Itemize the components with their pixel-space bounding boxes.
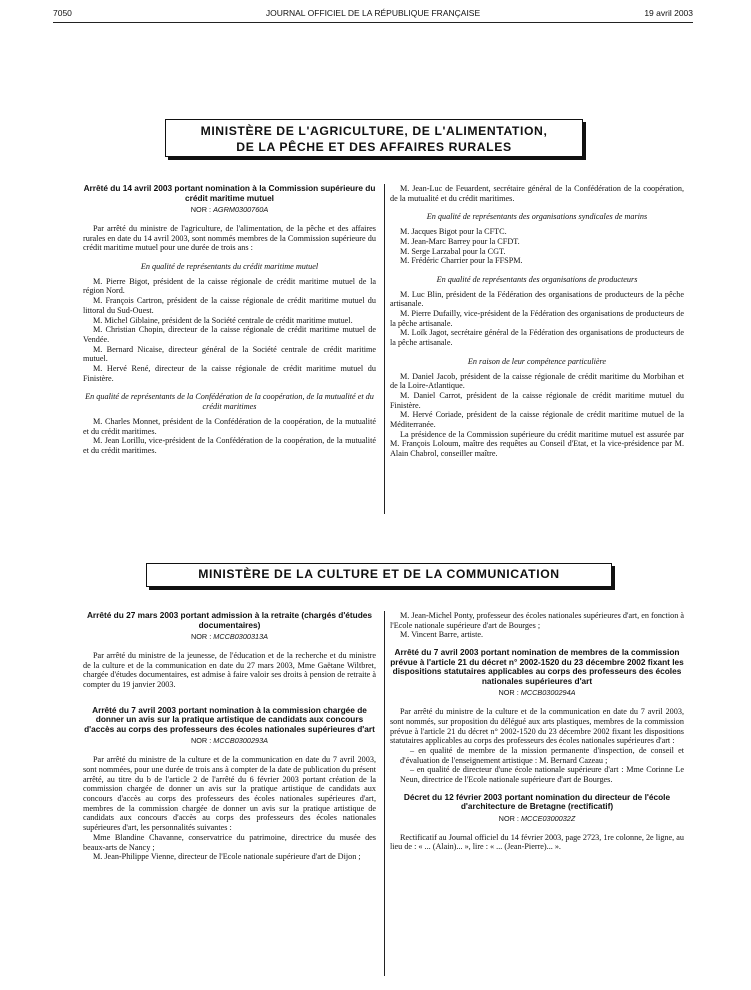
member-item: M. Jean-Luc de Feuardent, secrétaire général de la Confédération de la coopération, de la mutualité et du crédit maritimes. [390,184,684,203]
member-item: M. Pierre Dufailly, vice-président de la Fédération des organisations de producteurs de la pêche artisanale. [390,309,684,328]
member-item: Mme Blandine Chavanne, conservatrice du patrimoine, directrice du musée des beaux-arts de Nancy ; [83,832,376,852]
ministry-line-2: DE LA PÊCHE ET DES AFFAIRES RURALES [236,140,512,154]
decree-title: Arrêté du 7 avril 2003 portant nomination de membres de la commission prévue à l'article 21 du décret n° 2002-1520 du 23 décembre 2002 fixant les dispositions statutaires applicables au corps des professeurs des écoles nationales supérieures d'art [390,647,684,686]
member-item: M. Luc Blin, président de la Fédération des organisations de producteurs de la pêche artisanale. [390,289,684,309]
column-separator [384,184,385,514]
section-heading: En qualité de représentants des organisations de producteurs [436,274,638,284]
column-separator [384,611,385,976]
nor-reference: NOR : MCCB0300293A [190,736,269,746]
agri-right-column [390,184,684,459]
nor-reference: NOR : MCCB0300313A [190,632,269,642]
dash-item: – en qualité de membre de la mission permanente d'inspection, de conseil et d'évaluation de l'enseignement artistique : M. Bernard Cazeau ; [400,746,684,765]
section-heading: En raison de leur compétence particulière [467,356,607,366]
member-item: M. Vincent Barre, artiste. [400,630,484,640]
culture-left-column [83,611,376,862]
agri-left-column [83,184,376,456]
decree-body: Par arrêté du ministre de la culture et de la communication en date du 7 avril 2003, sont nommés, sur proposition du délégué aux arts plastiques, membres de la commission prévue à l'article 21 du décret n° 2002-1520 du 23 décembre 2002 fixant les dispositions statutaires applicables au corps des professeurs des écoles nationales supérieures d'art : [390,707,684,746]
nor-reference: NOR : MCCE0300032Z [498,814,576,823]
issue-date: 19 avril 2003 [644,8,693,18]
ministry-line-1: MINISTÈRE DE LA CULTURE ET DE LA COMMUNICATION [198,567,560,581]
member-item: M. Daniel Jacob, président de la caisse régionale de crédit maritime du Morbihan et de la Loire-Atlantique. [390,371,684,391]
member-item: M. Loïk Jagot, secrétaire général de la Fédération des organisations de producteurs de la pêche artisanale. [390,328,684,348]
header-rule [53,22,693,23]
culture-right-column [390,611,684,852]
member-item: M. Serge Larzabal pour la CGT. [400,246,506,256]
member-item: M. Hervé Coriade, président de la caisse régionale de crédit maritime mutuel de la Méditerranée. [390,410,684,430]
nor-reference: NOR : AGRM0300760A [190,205,269,215]
ministry-culture-heading [146,563,612,587]
member-item: M. Jean-Philippe Vienne, directeur de l'Ecole nationale supérieure d'art de Dijon ; [93,852,361,862]
member-item: M. Daniel Carrot, président de la caisse régionale de crédit maritime mutuel du Finistère. [390,390,684,410]
section-heading: En qualité de représentants du crédit maritime mutuel [140,262,319,271]
section-heading: En qualité de représentants des organisations syndicales de marins [426,212,648,222]
member-item: M. Bernard Nicaise, directeur général de la Société centrale de crédit maritime mutuel. [83,344,376,364]
member-item: M. Hervé René, directeur de la caisse régionale de crédit maritime mutuel du Finistère. [83,364,376,383]
member-item: M. Pierre Bigot, président de la caisse régionale de crédit maritime mutuel de la région Nord. [83,276,376,296]
member-item: M. Frédéric Charrier pour la FFSPM. [400,256,523,266]
decree-intro: Par arrêté du ministre de l'agriculture, de l'alimentation, de la pêche et des affaires rurales en date du 14 avril 2003, sont nommés membres de la Commission supérieure du crédit maritime mutuel pour une durée de trois ans : [83,223,376,253]
journal-title: JOURNAL OFFICIEL DE LA RÉPUBLIQUE FRANÇAISE [265,8,481,18]
ministry-agriculture-heading [165,119,583,157]
decree-title: Arrêté du 7 avril 2003 portant nomination à la commission chargée de donner un avis sur la pratique artistique de candidats aux concours d'accès au corps des professeurs des écoles nationales supérieures d'art [84,704,375,734]
member-item: M. François Cartron, président de la caisse régionale de crédit maritime mutuel du littoral du Sud-Ouest. [83,296,376,315]
decree-title: Arrêté du 14 avril 2003 portant nomination à la Commission supérieure du crédit maritime mutuel [83,183,376,203]
running-header [53,8,693,22]
member-item: M. Jacques Bigot pour la CFTC. [400,227,507,237]
decree-title: Décret du 12 février 2003 portant nomination du directeur de l'école d'architecture de Bretagne (rectificatif) [403,791,671,812]
nor-reference: NOR : MCCB0300294A [498,688,576,698]
decree-body: Par arrêté du ministre de la culture et de la communication en date du 7 avril 2003, sont nommées, pour une durée de trois ans à compter de la date de publication du présent arrêté, au titre du b de l'article 2 de l'arrêté du 6 février 2003 portant création de la commission chargée de donner un avis sur la pratique artistique de candidats aux concours d'accès au corps des professeurs des écoles nationales supérieures d'art, membres de la commission chargée de donner un avis sur la pratique artistique de candidats aux concours d'accès au corps des professeurs des écoles nationales supérieures d'art, les personnalités suivantes : [83,755,376,833]
decree-body: Par arrêté du ministre de la jeunesse, de l'éducation et de la recherche et du ministre de la culture et de la communication en date du 27 mars 2003, Mme Gaëtane Wiltbret, chargée d'études documentaires, est admise à faire valoir ses droits à pension de retraite à compter du 19 janvier 2003. [83,650,376,689]
member-item: M. Jean Lorillu, vice-président de la Confédération de la coopération, de la mutualité et du crédit maritimes. [83,436,376,455]
member-item: M. Jean-Marc Barrey pour la CFDT. [400,236,520,246]
decree-body: Rectificatif au Journal officiel du 14 février 2003, page 2723, 1re colonne, 2e ligne, au lieu de : « ... (Alain)... », lire : « ... (Jean-Pierre)... ». [390,832,684,852]
decree-title: Arrêté du 27 mars 2003 portant admission à la retraite (chargés d'études documentaires) [86,610,373,630]
page-number: 7050 [53,8,72,18]
closing-paragraph: La présidence de la Commission supérieure du crédit maritime mutuel est assurée par M. François Loloum, maître des requêtes au Conseil d'Etat, et la vice-présidence par M. Alain Chabrol, conseiller maître. [390,429,684,459]
section-heading: En qualité de représentants de la Confédération de la coopération, de la mutualité et du crédit maritimes [85,392,374,412]
dash-item: – en qualité de directeur d'une école nationale supérieure d'art : Mme Corinne Le Neun, directrice de l'Ecole nationale supérieure d'art de Bourges. [400,765,684,785]
member-item: M. Charles Monnet, président de la Confédération de la coopération, de la mutualité et du crédit maritimes. [83,416,376,436]
member-item: M. Michel Giblaine, président de la Société centrale de crédit maritime mutuel. [93,315,353,325]
ministry-line-1: MINISTÈRE DE L'AGRICULTURE, DE L'ALIMENTATION, [200,124,548,138]
member-item: M. Jean-Michel Ponty, professeur des écoles nationales supérieures d'art, en fonction à l'Ecole nationale supérieure d'art de Bourges ; [390,611,684,630]
member-item: M. Christian Chopin, directeur de la caisse régionale de crédit maritime mutuel de Vendée. [83,325,376,344]
